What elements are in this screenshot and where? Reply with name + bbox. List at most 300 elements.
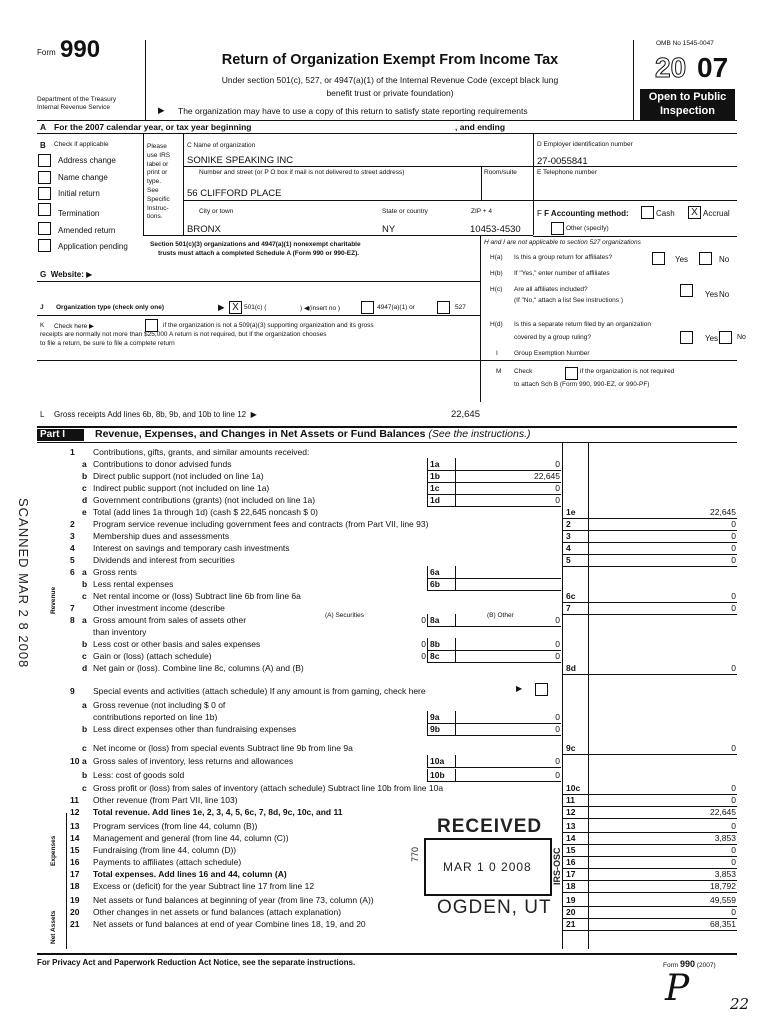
right-line-value: 0 bbox=[731, 603, 736, 613]
column-b-value: 0 bbox=[555, 651, 560, 661]
inner-line-divider bbox=[427, 458, 428, 470]
line-sub-letter: e bbox=[82, 507, 87, 517]
right-line-value: 0 bbox=[731, 519, 736, 529]
omb-number: OMB No 1545-0047 bbox=[656, 40, 714, 47]
right-line-value: 68,351 bbox=[710, 919, 736, 929]
inner-line-rule bbox=[427, 626, 561, 627]
gaming-arrow-icon: ▶ bbox=[516, 684, 523, 693]
right-line-label: 9c bbox=[566, 743, 576, 753]
city-label: City or town bbox=[199, 208, 234, 215]
received-stamp: RECEIVED bbox=[437, 816, 543, 837]
line-description: Excess or (deficit) for the year Subtract line 17 from line 12 bbox=[93, 881, 315, 891]
line-description: Membership dues and assessments bbox=[93, 531, 230, 541]
right-line-label: 17 bbox=[566, 869, 576, 879]
right-line-value: 0 bbox=[731, 795, 736, 805]
hc-yes: Yes bbox=[705, 290, 719, 299]
right-line-label: 4 bbox=[566, 543, 571, 553]
right-line-label: 1e bbox=[566, 507, 576, 517]
line-description: Net gain or (loss). Combine line 8c, columns (A) and (B) bbox=[93, 663, 304, 673]
inner-line-divider bbox=[427, 482, 428, 494]
side-label-net-assets: Net Assets bbox=[50, 910, 57, 944]
inner-line-label: 10a bbox=[430, 756, 445, 766]
checkbox-hd-yes[interactable] bbox=[680, 331, 693, 344]
right-line-value: 22,645 bbox=[710, 507, 736, 517]
line-description: Payments to affiliates (attach schedule) bbox=[93, 857, 242, 867]
inner-line-divider bbox=[455, 482, 456, 494]
right-line-label: 6c bbox=[566, 591, 576, 601]
form-word: Form bbox=[37, 48, 56, 57]
row-a-ending: , and ending bbox=[455, 122, 506, 132]
subtitle-1: Under section 501(c), 527, or 4947(a)(1) of the Internal Revenue Code (except black lung bbox=[221, 75, 559, 85]
inner-line-value: 0 bbox=[555, 459, 560, 469]
k-text-2: receipts are normally not more than $25,000 A return is not required, but if the organization chooses bbox=[40, 331, 327, 338]
i-label: I bbox=[496, 350, 498, 357]
org-street: 56 CLIFFORD PLACE bbox=[187, 188, 282, 199]
stamp-right-code: IRS-OSC bbox=[552, 847, 562, 885]
line-description: Government contributions (grants) (not included on line 1a) bbox=[93, 495, 316, 505]
line-description: Gain or (loss) (attach schedule) bbox=[93, 651, 212, 661]
inner-line-divider bbox=[455, 755, 456, 767]
inner-line-label: 6a bbox=[430, 567, 440, 577]
ogden-stamp: OGDEN, UT bbox=[437, 897, 552, 918]
h-intro: H and I are not applicable to section 527 organizations bbox=[484, 239, 641, 246]
line-number: 2 bbox=[70, 519, 75, 529]
right-line-label: 14 bbox=[566, 833, 576, 843]
line-description: Fundraising (from line 44, column (D)) bbox=[93, 845, 237, 855]
org-name: SONIKE SPEAKING INC bbox=[187, 155, 294, 166]
checkbox-4947[interactable] bbox=[361, 301, 374, 314]
hd-label: H(d) bbox=[490, 321, 503, 328]
hd-yes: Yes bbox=[705, 334, 719, 343]
inner-line-label: 9b bbox=[430, 724, 440, 734]
right-line-value: 0 bbox=[731, 845, 736, 855]
inner-line-divider bbox=[427, 566, 428, 578]
irs-label: Internal Revenue Service bbox=[37, 104, 110, 111]
line-description: Gross revenue (not including $ 0 of bbox=[93, 700, 226, 710]
column-a-value: 0 bbox=[421, 615, 426, 625]
side-label-expenses: Expenses bbox=[50, 835, 57, 866]
inner-line-divider bbox=[455, 566, 456, 578]
column-b-value: 0 bbox=[555, 615, 560, 625]
right-line-label: 7 bbox=[566, 603, 571, 613]
line-description: Contributions to donor advised funds bbox=[93, 459, 232, 469]
year-outline: 20 bbox=[655, 52, 687, 83]
inner-line-label: 10b bbox=[430, 770, 445, 780]
line-number: 6 bbox=[70, 567, 75, 577]
right-line-value: 3,853 bbox=[714, 833, 736, 843]
inner-line-rule bbox=[427, 767, 561, 768]
part-i-title: Revenue, Expenses, and Changes in Net Assets or Fund Balances (See the instructions.) bbox=[95, 428, 531, 440]
inner-line-divider bbox=[455, 578, 456, 590]
label-other-method: Other (specify) bbox=[566, 225, 609, 232]
footer-form: Form 990 (2007) bbox=[663, 959, 716, 969]
label-initial-return: Initial return bbox=[58, 189, 100, 198]
line-description: contributions reported on line 1b) bbox=[93, 712, 218, 722]
inner-line-divider bbox=[427, 470, 428, 482]
privacy-notice: For Privacy Act and Paperwork Reduction Act Notice, see the separate instructions. bbox=[37, 958, 356, 967]
right-line-value: 0 bbox=[731, 663, 736, 673]
line-description: Other changes in net assets or fund balances (attach explanation) bbox=[93, 907, 342, 917]
line-number: 19 bbox=[70, 895, 80, 905]
line-number: 20 bbox=[70, 907, 80, 917]
line-sub-letter: d bbox=[82, 495, 88, 505]
right-line-label: 16 bbox=[566, 857, 576, 867]
checkbox-amended-return[interactable] bbox=[38, 222, 51, 235]
line-description: Interest on savings and temporary cash investments bbox=[93, 543, 290, 553]
checkbox-ha-yes[interactable] bbox=[652, 252, 665, 265]
inner-line-divider bbox=[455, 470, 456, 482]
handwritten-page-number: 22 bbox=[730, 995, 750, 1013]
line-description: Gross amount from sales of assets other bbox=[93, 615, 247, 625]
line-sub-letter: c bbox=[82, 783, 87, 793]
inner-line-value: 0 bbox=[555, 724, 560, 734]
line-description: than inventory bbox=[93, 627, 147, 637]
right-line-value: 0 bbox=[731, 531, 736, 541]
inner-line-label: 1a bbox=[430, 459, 440, 469]
label-address-change: Address change bbox=[58, 156, 116, 165]
hc-text: Are all affiliates included? bbox=[514, 286, 588, 293]
state-label: State or country bbox=[382, 208, 428, 215]
checkbox-hc-yes[interactable] bbox=[680, 284, 693, 297]
right-line-value: 22,645 bbox=[710, 807, 736, 817]
line-number: 5 bbox=[70, 555, 75, 565]
line-number: 14 bbox=[70, 833, 80, 843]
side-label-revenue: Revenue bbox=[50, 586, 57, 614]
line-number: 3 bbox=[70, 531, 75, 541]
right-line-value: 18,792 bbox=[710, 881, 736, 891]
line-description: Special events and activities (attach schedule) If any amount is from gaming, check here bbox=[93, 686, 426, 696]
right-line-label: 18 bbox=[566, 881, 576, 891]
line-description: Indirect public support (not included on line 1a) bbox=[93, 483, 270, 493]
ha-no: No bbox=[719, 255, 730, 264]
inner-line-label: 1c bbox=[430, 483, 440, 493]
line-number: 11 bbox=[70, 795, 79, 805]
inner-line-value: 22,645 bbox=[534, 471, 560, 481]
m-text-3: to attach Sch B (Form 990, 990-EZ, or 990-PF) bbox=[514, 381, 650, 388]
right-line-value: 3,853 bbox=[714, 869, 736, 879]
inner-line-divider bbox=[455, 769, 456, 781]
inner-line-label: 8b bbox=[430, 639, 440, 649]
right-line-label: 11 bbox=[566, 795, 575, 805]
inner-line-divider bbox=[455, 650, 456, 662]
right-line-value: 0 bbox=[731, 907, 736, 917]
inner-line-divider bbox=[427, 723, 428, 735]
right-line-label: 8d bbox=[566, 663, 576, 673]
scanned-stamp: SCANNED MAR 2 8 2008 bbox=[16, 498, 31, 669]
line-number: 18 bbox=[70, 881, 80, 891]
inner-line-divider bbox=[427, 494, 428, 506]
inner-line-value: 0 bbox=[555, 770, 560, 780]
checkbox-cash[interactable] bbox=[641, 206, 654, 219]
line-number: 17 bbox=[70, 869, 80, 879]
line-description: Dividends and interest from securities bbox=[93, 555, 235, 565]
line-number: 4 bbox=[70, 543, 75, 553]
org-name-label: C Name of organization bbox=[187, 142, 256, 149]
inner-line-label: 1d bbox=[430, 495, 440, 505]
line-sub-letter: b bbox=[82, 471, 88, 481]
line-description: Other investment income (describe bbox=[93, 603, 225, 613]
line-number: 12 bbox=[70, 807, 80, 817]
checkbox-m[interactable] bbox=[565, 367, 578, 380]
handwritten-initial: P bbox=[665, 968, 690, 1009]
inner-line-divider bbox=[455, 494, 456, 506]
inner-line-rule bbox=[427, 781, 561, 782]
inner-line-divider bbox=[427, 638, 428, 650]
line-sub-letter: a bbox=[82, 567, 87, 577]
arrow-icon: ▶ bbox=[158, 105, 165, 115]
row-a-text: For the 2007 calendar year, or tax year beginning bbox=[54, 122, 252, 132]
column-a-value: 0 bbox=[421, 651, 426, 661]
checkbox-501c[interactable]: X bbox=[229, 301, 242, 314]
right-line-label: 13 bbox=[566, 821, 576, 831]
open-to-public-badge: Open to Public Inspection bbox=[640, 89, 735, 121]
line-sub-letter: b bbox=[82, 724, 88, 734]
subtitle-3: The organization may have to use a copy of this return to satisfy state reporting requirements bbox=[178, 106, 528, 116]
ha-yes: Yes bbox=[675, 255, 689, 264]
line-description: Program service revenue including government fees and contracts (from Part VII, line 93) bbox=[93, 519, 429, 529]
right-line-value: 0 bbox=[731, 857, 736, 867]
line-number: 21 bbox=[70, 919, 80, 929]
checkbox-application-pending[interactable] bbox=[38, 239, 51, 252]
section-501-text-1: Section 501(c)(3) organizations and 4947(a)(1) nonexempt charitable bbox=[150, 241, 361, 248]
line-description: Net assets or fund balances at beginning of year (from line 73, column (A)) bbox=[93, 895, 374, 905]
line-description: Contributions, gifts, grants, and similar amounts received: bbox=[93, 447, 310, 457]
label-termination: Termination bbox=[58, 209, 100, 218]
line-sub-letter: b bbox=[82, 770, 88, 780]
column-b-value: 0 bbox=[555, 639, 560, 649]
please-use-irs-label: Please use IRS label or print or type. See Specific Instruc- tions. bbox=[147, 143, 171, 221]
line-number: 13 bbox=[70, 821, 80, 831]
checkbox-other-method[interactable] bbox=[551, 222, 564, 235]
subtitle-2: benefit trust or private foundation) bbox=[326, 88, 454, 98]
ha-label: H(a) bbox=[490, 254, 503, 261]
dept-treasury: Department of the Treasury bbox=[37, 96, 117, 103]
telephone-label: E Telephone number bbox=[537, 169, 597, 176]
checkbox-initial-return[interactable] bbox=[38, 187, 51, 200]
inner-line-label: 8a bbox=[430, 615, 440, 625]
i-text: Group Exemption Number bbox=[514, 350, 590, 357]
line-description: Less rental expenses bbox=[93, 579, 174, 589]
right-line-value: 0 bbox=[731, 543, 736, 553]
line-description: Less: cost of goods sold bbox=[93, 770, 185, 780]
line-description: Total revenue. Add lines 1e, 2, 3, 4, 5, 6c, 7, 8d, 9c, 10c, and 11 bbox=[93, 807, 343, 817]
gross-receipts-value: 22,645 bbox=[450, 409, 480, 420]
inner-line-divider bbox=[427, 614, 428, 626]
row-a-label: A bbox=[40, 122, 47, 132]
line-sub-letter: a bbox=[82, 756, 87, 766]
line-sub-letter: b bbox=[82, 579, 88, 589]
right-line-label: 15 bbox=[566, 845, 576, 855]
right-line-value: 0 bbox=[731, 743, 736, 753]
inner-line-divider bbox=[455, 723, 456, 735]
check-if-applicable: Check if applicable bbox=[54, 141, 109, 148]
line-description: Net assets or fund balances at end of year Combine lines 18, 19, and 20 bbox=[93, 919, 366, 929]
line-number: 8 bbox=[70, 615, 75, 625]
j-arrow-icon: ▶ bbox=[218, 302, 225, 312]
column-a-value: 0 bbox=[421, 639, 426, 649]
col-header-other: (B) Other bbox=[487, 612, 514, 619]
j-text: Organization type (check only one) bbox=[56, 304, 164, 311]
checkbox-name-change[interactable] bbox=[38, 171, 51, 184]
label-accrual: Accrual bbox=[703, 209, 730, 218]
g-label: G Website: ▶ bbox=[40, 270, 93, 279]
label-application-pending: Application pending bbox=[58, 242, 128, 251]
line-sub-letter: b bbox=[82, 639, 88, 649]
year-bold: 07 bbox=[697, 52, 729, 83]
inner-line-label: 6b bbox=[430, 579, 440, 589]
inner-line-divider bbox=[455, 614, 456, 626]
line-description: Gross profit or (loss) from sales of inventory (attach schedule) Subtract line 10b from line 10a bbox=[93, 783, 444, 793]
checkbox-gaming[interactable] bbox=[535, 683, 548, 696]
org-city: BRONX bbox=[187, 224, 221, 235]
ein-value: 27-0055841 bbox=[537, 156, 588, 167]
accounting-method-label: F F Accounting method: bbox=[537, 209, 629, 218]
hd-no: No bbox=[737, 334, 746, 341]
right-line-label: 3 bbox=[566, 531, 571, 541]
checkbox-ha-no[interactable] bbox=[699, 252, 712, 265]
form-title: Return of Organization Exempt From Income Tax bbox=[221, 52, 559, 68]
l-text: Gross receipts Add lines 6b, 8b, 9b, and 10b to line 12 ▶ bbox=[54, 410, 257, 419]
right-line-value: 0 bbox=[731, 591, 736, 601]
k-text-1b: if the organization is not a 509(a)(3) supporting organization and its gross bbox=[163, 322, 374, 329]
hc-label: H(c) bbox=[490, 286, 503, 293]
line-description: Net income or (loss) from special events Subtract line 9b from line 9a bbox=[93, 743, 353, 753]
inner-line-value: 0 bbox=[555, 483, 560, 493]
ha-text: Is this a group return for affiliates? bbox=[514, 254, 613, 261]
line-sub-letter: c bbox=[82, 743, 87, 753]
part-i-tag: Part I bbox=[37, 429, 84, 441]
line-number: 1 bbox=[70, 447, 75, 457]
org-zip: 10453-4530 bbox=[470, 224, 521, 235]
checkbox-hd-no[interactable] bbox=[719, 331, 732, 344]
inner-line-divider bbox=[427, 769, 428, 781]
line-sub-letter: c bbox=[82, 591, 87, 601]
inner-line-divider bbox=[455, 638, 456, 650]
j-527: 527 bbox=[455, 304, 466, 311]
line-number: 15 bbox=[70, 845, 80, 855]
section-501-text-2: trusts must attach a completed Schedule A (Form 990 or 990-EZ). bbox=[158, 250, 360, 257]
line-description: Management and general (from line 44, column (C)) bbox=[93, 833, 289, 843]
line-number: 16 bbox=[70, 857, 80, 867]
inner-line-label: 1b bbox=[430, 471, 440, 481]
line-description: Total (add lines 1a through 1d) (cash $ 22,645 noncash $ 0) bbox=[93, 507, 318, 517]
hc-text-2: (If "No," attach a list See instructions ) bbox=[514, 297, 624, 304]
line-sub-letter: a bbox=[82, 615, 87, 625]
line-description: Gross rents bbox=[93, 567, 137, 577]
label-name-change: Name change bbox=[58, 173, 108, 182]
line-description: Less direct expenses other than fundraising expenses bbox=[93, 724, 297, 734]
k-label: K bbox=[40, 322, 45, 329]
right-line-label: 10c bbox=[566, 783, 581, 793]
label-cash: Cash bbox=[656, 209, 675, 218]
label-amended-return: Amended return bbox=[58, 226, 116, 235]
line-number: 9 bbox=[70, 686, 75, 696]
inner-line-rule bbox=[427, 662, 561, 663]
line-sub-letter: c bbox=[82, 483, 87, 493]
checkbox-termination[interactable] bbox=[38, 203, 51, 216]
line-number: 7 bbox=[70, 603, 75, 613]
inner-line-divider bbox=[427, 578, 428, 590]
line-sub-letter: c bbox=[82, 651, 87, 661]
stamp-left-code: 770 bbox=[410, 846, 420, 862]
org-state: NY bbox=[382, 224, 396, 235]
inner-line-rule bbox=[427, 506, 561, 507]
zip-label: ZIP + 4 bbox=[471, 208, 493, 215]
line-description: Direct public support (not included on line 1a) bbox=[93, 471, 264, 481]
inner-line-divider bbox=[455, 458, 456, 470]
j-4947: 4947(a)(1) or bbox=[377, 304, 415, 311]
ein-label: D Employer identification number bbox=[537, 141, 633, 148]
right-line-value: 0 bbox=[731, 783, 736, 793]
line-sub-letter: a bbox=[82, 459, 87, 469]
inner-line-rule bbox=[427, 590, 561, 591]
l-label: L bbox=[40, 410, 45, 419]
inner-line-value: 0 bbox=[555, 495, 560, 505]
hd-text-2: covered by a group ruling? bbox=[514, 334, 591, 341]
inner-line-rule bbox=[427, 578, 561, 579]
inner-line-divider bbox=[427, 711, 428, 723]
line-number: 10 bbox=[70, 756, 80, 766]
checkbox-527[interactable] bbox=[437, 301, 450, 314]
line-description: Total expenses. Add lines 16 and 44, column (A) bbox=[93, 869, 287, 879]
row-b-label: B bbox=[40, 141, 46, 150]
right-line-value: 0 bbox=[731, 821, 736, 831]
m-text-1: Check bbox=[514, 368, 533, 375]
received-date: MAR 1 0 2008 bbox=[443, 860, 532, 874]
hb-label: H(b) bbox=[490, 270, 503, 277]
j-label: J bbox=[40, 304, 44, 311]
checkbox-accrual[interactable]: X bbox=[688, 206, 701, 219]
right-line-label: 5 bbox=[566, 555, 571, 565]
right-line-label: 12 bbox=[566, 807, 576, 817]
street-label: Number and street (or P O box if mail is not delivered to street address) bbox=[199, 169, 405, 176]
inner-line-divider bbox=[455, 711, 456, 723]
right-line-label: 21 bbox=[566, 919, 576, 929]
inner-line-label: 8c bbox=[430, 651, 440, 661]
j-501c: 501(c) ( bbox=[244, 304, 267, 311]
m-label: M bbox=[496, 368, 502, 375]
right-line-label: 2 bbox=[566, 519, 571, 529]
inner-line-rule bbox=[427, 735, 561, 736]
line-description: Program services (from line 44, column (B)) bbox=[93, 821, 258, 831]
line-description: Other revenue (from Part VII, line 103) bbox=[93, 795, 238, 805]
j-insert: ) ◀(insert no ) bbox=[300, 305, 341, 312]
inner-line-value: 0 bbox=[555, 712, 560, 722]
inner-line-value: 0 bbox=[555, 756, 560, 766]
form-number: 990 bbox=[60, 36, 101, 63]
right-line-label: 19 bbox=[566, 895, 576, 905]
checkbox-address-change[interactable] bbox=[38, 154, 51, 167]
line-description: Gross sales of inventory, less returns and allowances bbox=[93, 756, 294, 766]
line-sub-letter: a bbox=[82, 700, 87, 710]
inner-line-divider bbox=[427, 650, 428, 662]
line-description: Less cost or other basis and sales expenses bbox=[93, 639, 261, 649]
right-line-value: 49,559 bbox=[710, 895, 736, 905]
k-text-1: Check here ▶ bbox=[54, 323, 95, 330]
room-label: Room/suite bbox=[484, 169, 517, 176]
inner-line-divider bbox=[427, 755, 428, 767]
line-description: Net rental income or (loss) Subtract line 6b from line 6a bbox=[93, 591, 301, 601]
hb-text: If "Yes," enter number of affiliates bbox=[514, 270, 610, 277]
k-text-3: to file a return, be sure to file a complete return bbox=[40, 340, 175, 347]
right-line-value: 0 bbox=[731, 555, 736, 565]
col-header-securities: (A) Securities bbox=[325, 612, 365, 619]
right-line-label: 20 bbox=[566, 907, 576, 917]
m-text-2: if the organization is not required bbox=[580, 368, 675, 375]
line-sub-letter: d bbox=[82, 663, 88, 673]
hc-no: No bbox=[719, 290, 730, 299]
inner-line-label: 9a bbox=[430, 712, 440, 722]
